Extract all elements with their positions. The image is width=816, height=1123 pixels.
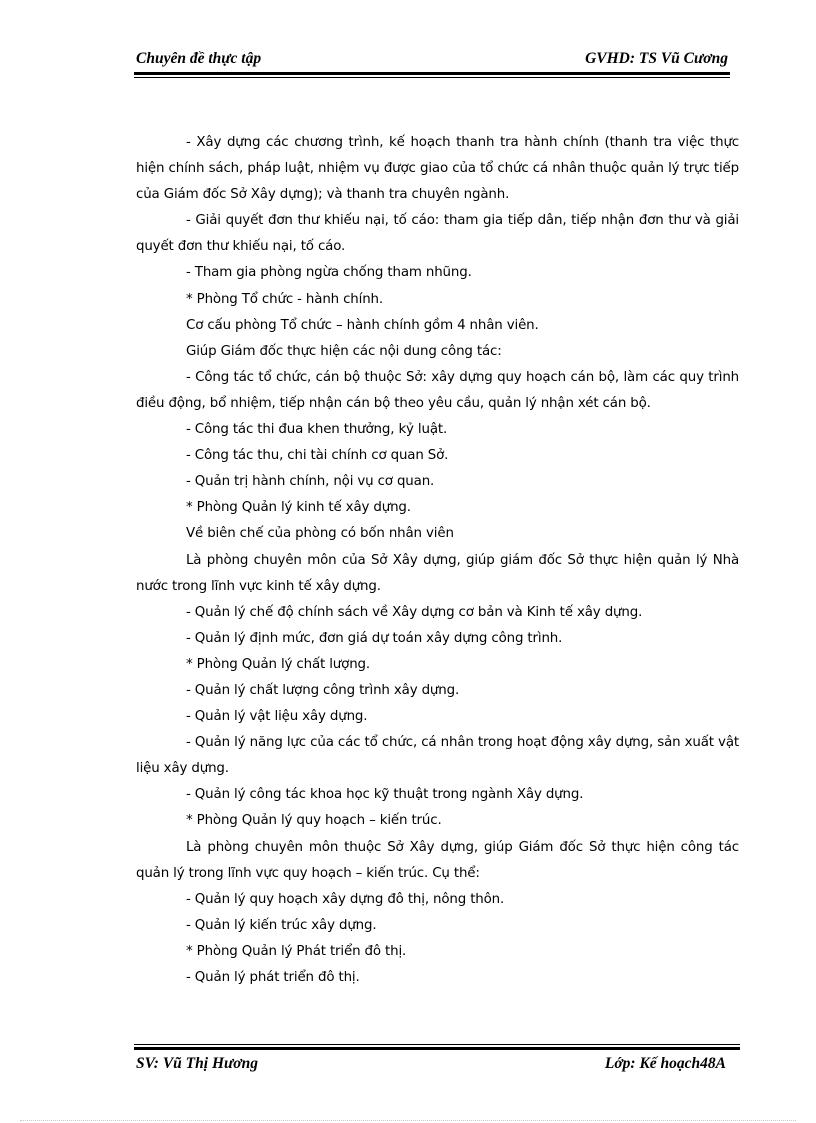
paragraph: - Công tác thi đua khen thưởng, kỷ luật. [186, 422, 448, 438]
footer-class: Lớp: Kế hoạch48A [604, 1055, 726, 1072]
section-heading: * Phòng Quản lý quy hoạch – kiến trúc. [186, 813, 442, 829]
section-heading: * Phòng Quản lý kinh tế xây dựng. [186, 500, 411, 516]
paragraph: - Quản lý quy hoạch xây dựng đô thị, nông thôn. [186, 891, 505, 907]
paragraph: - Quản lý kiến trúc xây dựng. [186, 917, 377, 933]
paragraph: - Tham gia phòng ngừa chống tham nhũng. [186, 265, 472, 281]
paragraph: - Quản lý phát triển đô thị. [186, 970, 360, 985]
section-heading: * Phòng Quản lý Phát triển đô thị. [186, 943, 407, 959]
section-heading: * Phòng Tổ chức - hành chính. [186, 291, 383, 307]
footer-student: SV: Vũ Thị Hương [136, 1055, 258, 1072]
footer-rule [134, 1044, 740, 1050]
paragraph: - Quản lý năng lực của các tổ chức, cá nhân trong hoạt động xây dựng, sản xuất vật liệu xây dựng. [136, 735, 739, 777]
paragraph: - Quản lý định mức, đơn giá dự toán xây dựng công trình. [186, 630, 563, 646]
paragraph: Giúp Giám đốc thực hiện các nội dung công tác: [186, 343, 502, 359]
paragraph: Là phòng chuyên môn của Sở Xây dựng, giúp giám đốc Sở thực hiện quản lý Nhà nước trong lĩnh vực kinh tế xây dựng. [136, 552, 739, 594]
paragraph: - Giải quyết đơn thư khiếu nại, tố cáo: tham gia tiếp dân, tiếp nhận đơn thư và giải quyết đơn thư khiếu nại, tố cáo. [136, 213, 739, 255]
paragraph: - Công tác tổ chức, cán bộ thuộc Sở: xây dựng quy hoạch cán bộ, làm các quy trình điều động, bổ nhiệm, tiếp nhận cán bộ theo yêu cầu, quản lý nhận xét cán bộ. [136, 369, 739, 411]
paragraph: - Công tác thu, chi tài chính cơ quan Sở. [186, 448, 449, 464]
paragraph: - Quản lý công tác khoa học kỹ thuật trong ngành Xây dựng. [186, 787, 584, 803]
paragraph: - Quản lý vật liệu xây dựng. [186, 709, 368, 725]
paragraph: Là phòng chuyên môn thuộc Sở Xây dựng, giúp Giám đốc Sở thực hiện công tác quản lý trong lĩnh vực quy hoạch – kiến trúc. Cụ thể: [136, 839, 739, 881]
header-rule [134, 72, 730, 78]
paragraph: - Xây dựng các chương trình, kế hoạch thanh tra hành chính (thanh tra việc thực hiện chính sách, pháp luật, nhiệm vụ được giao của tổ chức cá nhân thuộc quản lý trực tiếp của Giám đốc Sở Xây dựng); và thanh tra chuyên ngành. [136, 135, 739, 203]
header-title: Chuyên đề thực tập [136, 50, 262, 67]
paragraph: Cơ cấu phòng Tổ chức – hành chính gồm 4 nhân viên. [186, 317, 539, 333]
page-header [136, 46, 728, 72]
section-heading: * Phòng Quản lý chất lượng. [186, 656, 370, 672]
paragraph: - Quản lý chất lượng công trình xây dựng. [186, 682, 460, 698]
paragraph: - Quản trị hành chính, nội vụ cơ quan. [186, 474, 435, 490]
header-supervisor: GVHD: TS Vũ Cương [585, 50, 728, 67]
paragraph: - Quản lý chế độ chính sách về Xây dựng cơ bản và Kinh tế xây dựng. [186, 604, 643, 620]
paragraph: Về biên chế của phòng có bốn nhân viên [186, 526, 454, 542]
page-edge-divider [20, 1120, 796, 1121]
document-body [136, 130, 739, 991]
